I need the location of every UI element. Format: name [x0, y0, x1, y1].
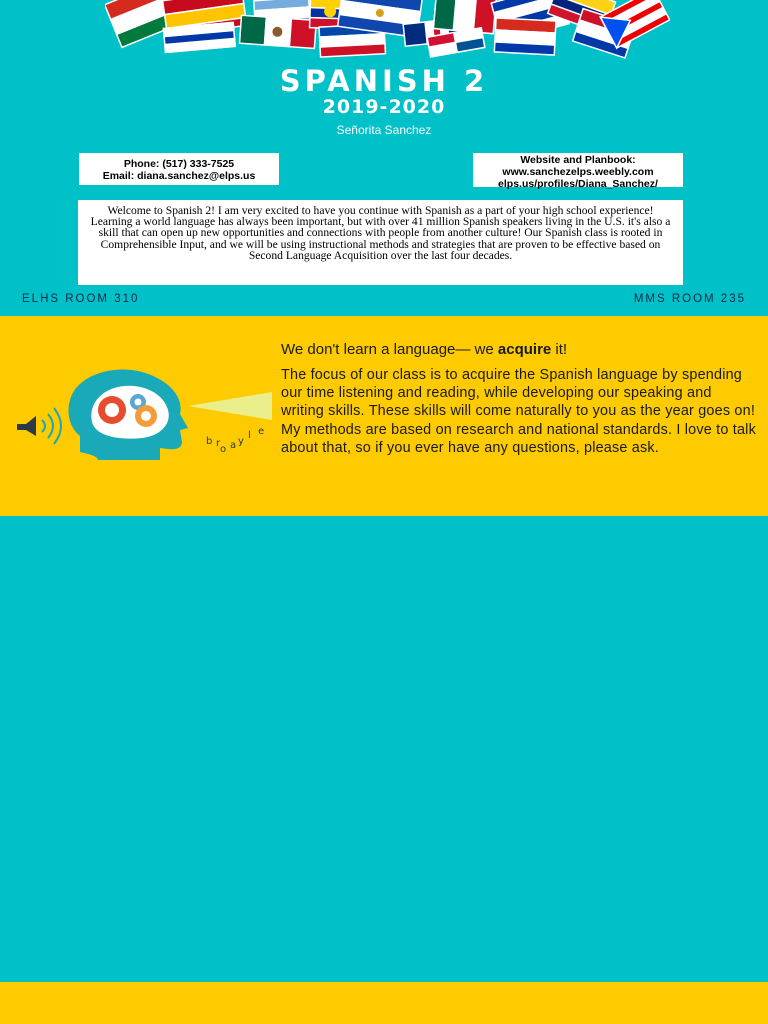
flags-banner-image [105, 0, 670, 72]
website-label: Website and Planbook: [520, 154, 636, 166]
school-year: 2019-2020 [322, 96, 446, 118]
contact-box [79, 153, 279, 185]
headline-pre: We don't learn a language— we [281, 341, 498, 358]
website-link[interactable]: www.sanchezelps.weebly.com [502, 166, 654, 178]
letter-a: a [230, 440, 237, 451]
letter-y: y [238, 436, 244, 447]
headline-bold: acquire [497, 341, 552, 358]
email-link[interactable]: Email: diana.sanchez@elps.us [102, 170, 256, 182]
focus-headline [281, 341, 567, 358]
letter-o: o [220, 444, 227, 455]
letter-r: r [216, 438, 221, 449]
page-title: SPANISH 2 [279, 64, 489, 98]
speaker-icon [17, 408, 61, 444]
focus-body: The focus of our class is to acquire the Spanish language by spending our time listening and reading, while developing our speaking and writing skills. These skills will come naturally to you as the year goes on! My methods are based on research and national standards. I love to talk about that, so if you ever have any questions, please ask. [281, 367, 756, 456]
profile-link[interactable]: elps.us/profiles/Diana_Sanchez/ [498, 178, 658, 190]
head-gears-illustration [12, 364, 274, 464]
teacher-name: Señorita Sanchez [336, 123, 432, 137]
letter-l: l [248, 430, 251, 441]
sound-beam-icon [188, 392, 272, 420]
welcome-paragraph: Welcome to Spanish 2! I am very excited to have you continue with Spanish as a part of your high school experience! Learning a world language has always been important, but with over 41 million Spanish speakers living in the U.S. it's also a skill that can open up new opportunities and connections with people from another culture! Our Spanish class is rooted in Comprehensible Input, and we will be using instructional methods and strategies that are proven to be effective based on Second Language Acquisition over the last four decades. [78, 200, 683, 285]
footer-band [0, 982, 768, 1024]
head-silhouette-icon [68, 370, 188, 460]
room-right: MMS ROOM 235 [633, 293, 746, 305]
room-left: ELHS ROOM 310 [22, 293, 140, 305]
phone-text: Phone: (517) 333-7525 [123, 158, 235, 170]
website-box [473, 153, 683, 190]
letter-e: e [258, 426, 265, 437]
letter-b: b [206, 436, 213, 447]
headline-post: it! [551, 341, 568, 358]
